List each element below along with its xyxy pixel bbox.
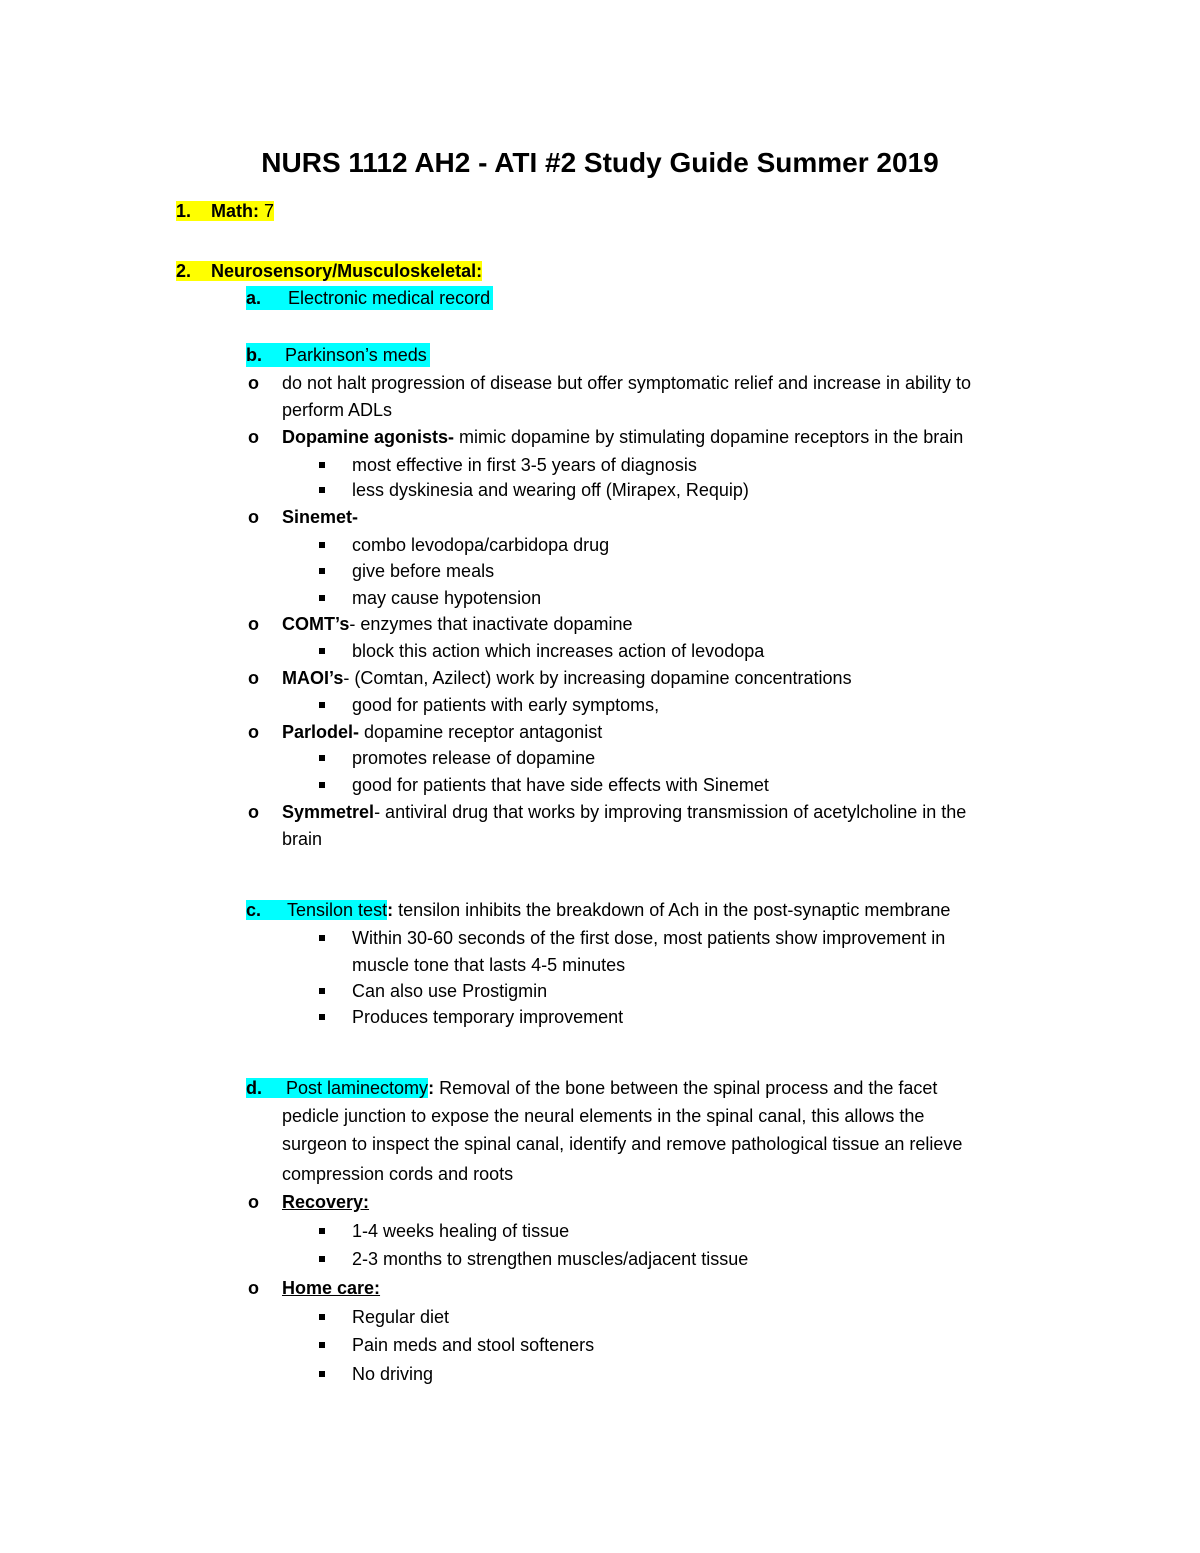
section-2-number: 2. [176,261,192,281]
term-symmetrel: Symmetrel [282,802,375,822]
square-bullet-icon [319,988,325,994]
recovery-heading: Recovery: [282,1192,370,1212]
list-item: may cause hypotension [352,588,542,608]
list-item [282,612,633,636]
term-parlodel: Parlodel- [282,722,360,742]
bullet-o-icon: o [248,614,259,634]
subsection-d-text-line: surgeon to inspect the spinal canal, identify and remove pathological tissue an relieve [282,1134,963,1154]
square-bullet-icon [319,1342,325,1348]
subsection-d-highlight [246,1078,428,1098]
square-bullet-icon [319,595,325,601]
list-item: do not halt progression of disease but offer symptomatic relief and increase in ability to [282,373,972,393]
square-bullet-icon [319,1256,325,1262]
square-bullet-icon [319,648,325,654]
list-item [282,425,963,449]
section-1-number: 1. [176,201,192,221]
list-item [282,800,966,824]
list-item: give before meals [352,561,495,581]
square-bullet-icon [319,1014,325,1020]
list-item: most effective in first 3-5 years of diagnosis [352,455,697,475]
square-bullet-icon [319,568,325,574]
list-item-continuation: muscle tone that lasts 4-5 minutes [352,955,626,975]
subsection-c-heading [246,898,950,922]
term-comts: COMT’s [282,614,350,634]
list-item: Within 30-60 seconds of the first dose, most patients show improvement in [352,928,946,948]
subsection-a-marker: a. [246,288,262,308]
section-2-heading [176,259,482,283]
bullet-o-icon: o [248,507,259,527]
home-care-heading: Home care: [282,1278,381,1298]
subsection-b-heading [246,343,430,367]
list-item: less dyskinesia and wearing off (Mirapex, Requip) [352,480,749,500]
subsection-a-title: Electronic medical record [288,288,491,308]
document-title: NURS 1112 AH2 - ATI #2 Study Guide Summer 2019 [261,147,939,178]
list-item: promotes release of dopamine [352,748,596,768]
list-item [282,666,852,690]
section-2-title: Neurosensory/Musculoskeletal: [211,261,483,281]
subsection-d-colon: : [428,1078,435,1098]
subsection-d-text-line: compression cords and roots [282,1164,514,1184]
list-item [282,720,602,744]
subsection-a-heading [246,286,493,310]
subsection-d-text: Removal of the bone between the spinal process and the facet [434,1078,938,1098]
list-item: No driving [352,1364,434,1384]
bullet-o-icon: o [248,373,259,393]
bullet-o-icon: o [248,427,259,447]
subsection-c-marker: c. [246,900,262,920]
list-item: Can also use Prostigmin [352,981,548,1001]
square-bullet-icon [319,487,325,493]
term-sinemet: Sinemet- [282,507,359,527]
subsection-c-colon: : [387,900,394,920]
square-bullet-icon [319,462,325,468]
bullet-o-icon: o [248,1192,259,1212]
list-item: 2-3 months to strengthen muscles/adjacent tissue [352,1249,749,1269]
square-bullet-icon [319,755,325,761]
square-bullet-icon [319,1228,325,1234]
square-bullet-icon [319,782,325,788]
term-description: mimic dopamine by stimulating dopamine receptors in the brain [454,427,964,447]
section-2-label [176,261,482,281]
square-bullet-icon [319,702,325,708]
list-item: good for patients that have side effects with Sinemet [352,775,769,795]
square-bullet-icon [319,935,325,941]
term-description: - (Comtan, Azilect) work by increasing dopamine concentrations [343,668,852,688]
bullet-o-icon: o [248,802,259,822]
subsection-b-marker: b. [246,345,262,365]
square-bullet-icon [319,542,325,548]
bullet-o-icon: o [248,1278,259,1298]
list-item: Produces temporary improvement [352,1007,624,1027]
subsection-c-text: tensilon inhibits the breakdown of Ach in the post-synaptic membrane [393,900,951,920]
subsection-d-heading [246,1076,937,1100]
list-item: Regular diet [352,1307,450,1327]
square-bullet-icon [319,1314,325,1320]
list-item: 1-4 weeks healing of tissue [352,1221,570,1241]
square-bullet-icon [319,1371,325,1377]
subsection-b-title: Parkinson’s meds [285,345,427,365]
bullet-o-icon: o [248,722,259,742]
term-description: - enzymes that inactivate dopamine [349,614,633,634]
list-item: Pain meds and stool softeners [352,1335,595,1355]
subsection-d-title: Post laminectomy [286,1078,429,1098]
list-item-continuation: perform ADLs [282,400,393,420]
term-dopamine-agonists: Dopamine agonists- [282,427,455,447]
list-item: block this action which increases action of levodopa [352,641,765,661]
term-description: dopamine receptor antagonist [359,722,603,742]
term-maois: MAOI’s [282,668,344,688]
subsection-c-highlight [246,900,387,920]
section-1-label [176,201,274,221]
section-1-title: Math: [211,201,260,221]
subsection-d-text-line: pedicle junction to expose the neural elements in the spinal canal, this allows the [282,1106,925,1126]
list-item: combo levodopa/carbidopa drug [352,535,610,555]
section-1-heading [176,199,274,223]
list-item-continuation: brain [282,829,323,849]
bullet-o-icon: o [248,668,259,688]
subsection-d-marker: d. [246,1078,262,1098]
term-description: - antiviral drug that works by improving transmission of acetylcholine in the [374,802,967,822]
subsection-c-title: Tensilon test [287,900,388,920]
section-1-value: 7 [259,201,275,221]
list-item: good for patients with early symptoms, [352,695,660,715]
